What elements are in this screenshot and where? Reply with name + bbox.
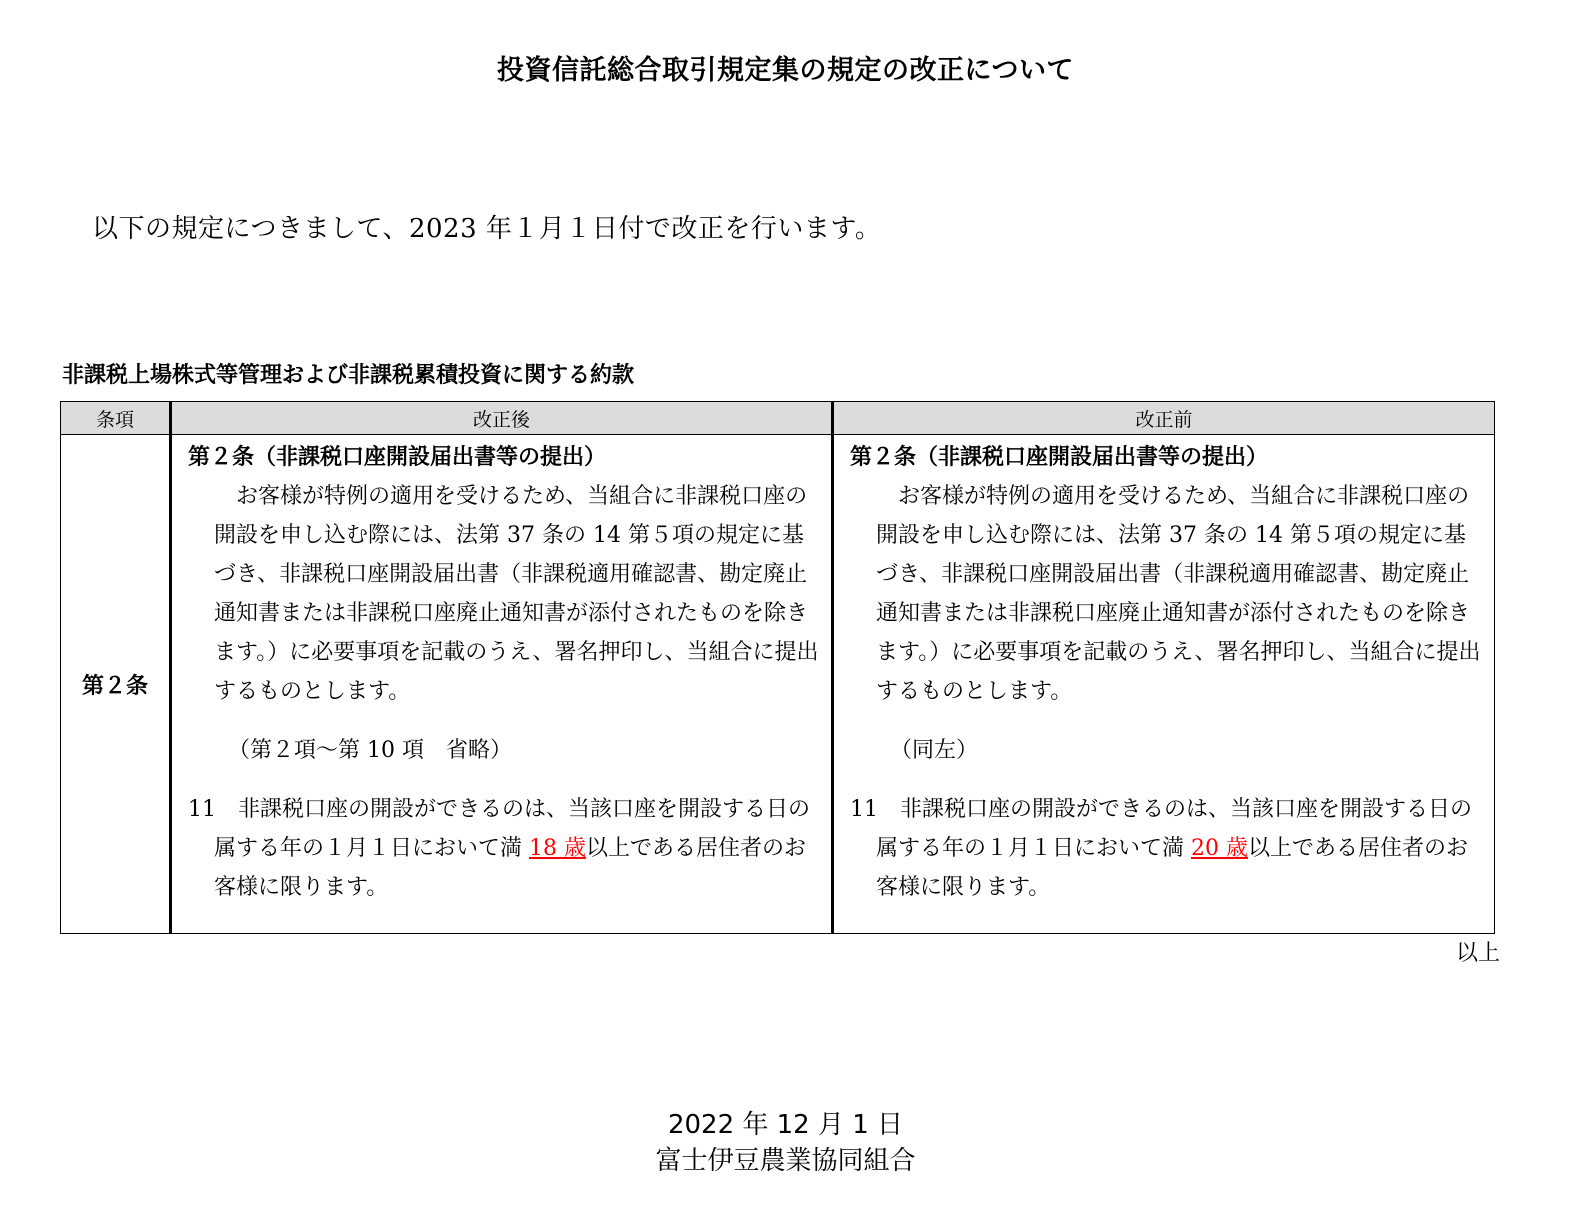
table-header-row — [61, 402, 1495, 435]
before-item-11 — [850, 790, 1482, 907]
after-omitted-note: （第２項〜第 10 項 省略） — [228, 738, 512, 763]
before-omitted-note: （同左） — [890, 738, 979, 763]
before-changed-age: 20 歳 — [1191, 836, 1248, 861]
before-cell — [833, 435, 1495, 934]
after-item-text-pre: 非課税口座の開設ができるのは、当該口座を開設する日の属する年の１月１日において満 — [214, 797, 811, 861]
article-cell: 第２条 — [61, 435, 171, 934]
header-before: 改正前 — [833, 402, 1495, 435]
before-paragraph: お客様が特例の適用を受けるため、当組合に非課税口座の開設を申し込む際には、法第 37 条の 14 第５項の規定に基づき、非課税口座開設届出書（非課税適用確認書、勘定廃止通知書または非課税口座廃止通知書が添付されたものを除きます。）に必要事項を記載のうえ、署名押印し、当組合に提出するものとします。 — [876, 484, 1481, 704]
issue-date: 2022 年 12 月 1 日 — [667, 1110, 904, 1140]
before-item-number: 11 — [850, 797, 878, 822]
table-row — [61, 435, 1495, 934]
revision-table — [60, 401, 1495, 934]
header-article: 条項 — [61, 402, 171, 435]
section-title: 非課税上場株式等管理および非課税累積投資に関する約款 — [62, 363, 635, 388]
before-heading: 第２条（非課税口座開設届出書等の提出） — [850, 445, 1269, 470]
before-item-text-pre: 非課税口座の開設ができるのは、当該口座を開設する日の属する年の１月１日において満 — [876, 797, 1473, 861]
after-changed-age: 18 歳 — [529, 836, 586, 861]
after-item-text-post: 以上である居住者のお客様に限ります。 — [214, 836, 807, 900]
after-paragraph: お客様が特例の適用を受けるため、当組合に非課税口座の開設を申し込む際には、法第 37 条の 14 第５項の規定に基づき、非課税口座開設届出書（非課税適用確認書、勘定廃止通知書または非課税口座廃止通知書が添付されたものを除きます。）に必要事項を記載のうえ、署名押印し、当組合に提出するものとします。 — [214, 484, 819, 704]
closing-mark: 以上 — [1456, 941, 1501, 966]
organization-name: 富士伊豆農業協同組合 — [655, 1146, 916, 1176]
header-after: 改正後 — [171, 402, 833, 435]
intro-text: 以下の規定につきまして、2023 年１月１日付で改正を行います。 — [92, 214, 882, 244]
before-item-text-post: 以上である居住者のお客様に限ります。 — [876, 836, 1469, 900]
after-heading: 第２条（非課税口座開設届出書等の提出） — [188, 445, 607, 470]
after-item-number: 11 — [188, 797, 216, 822]
after-cell — [171, 435, 833, 934]
after-item-11 — [188, 790, 819, 907]
document-title: 投資信託総合取引規定集の規定の改正について — [497, 55, 1074, 86]
